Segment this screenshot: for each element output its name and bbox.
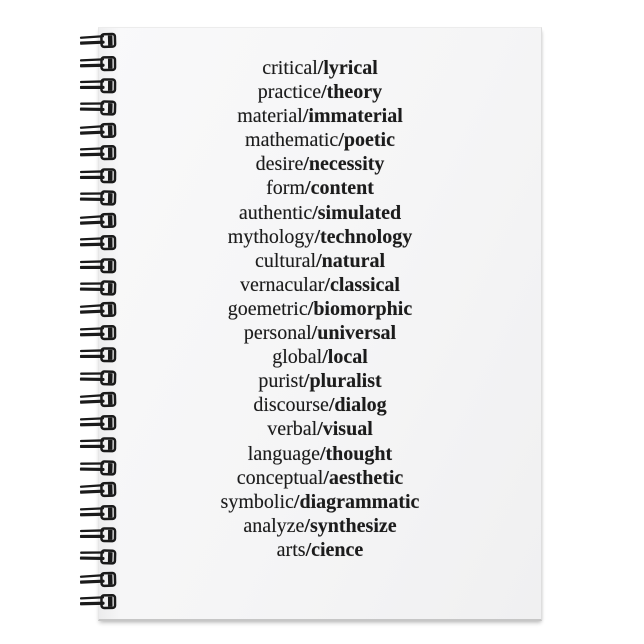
word-pair-line [99, 538, 541, 562]
word-pair-line [99, 393, 541, 417]
word-pair-bold: content [310, 177, 374, 200]
word-pair-separator-slash: / [304, 514, 310, 537]
word-pair-separator-slash: / [316, 249, 322, 272]
word-pair-regular: analyze [243, 514, 305, 537]
word-pair-line [99, 369, 541, 393]
word-pair-regular: mythology [227, 225, 315, 248]
word-pair-separator-slash: / [314, 225, 320, 248]
word-pair-line [99, 176, 541, 200]
word-pair-bold: theory [326, 81, 383, 104]
word-pair-regular: symbolic [220, 490, 294, 513]
word-pair-regular: arts [276, 538, 306, 561]
word-pair-bold: immaterial [308, 105, 403, 128]
word-pair-line [99, 80, 541, 104]
word-pair-bold: poetic [343, 129, 395, 152]
word-pair-regular: global [272, 346, 323, 369]
word-pair-bold: local [327, 346, 368, 369]
word-pair-regular: practice [257, 81, 322, 104]
word-pair-separator-slash: / [311, 322, 318, 345]
word-pair-bold: lyrical [323, 57, 378, 79]
word-pair-regular: critical [262, 57, 318, 79]
word-pair-line [99, 56, 541, 80]
word-pair-bold: aesthetic [328, 466, 404, 489]
word-pair-line [99, 417, 541, 441]
word-pair-bold: dialog [334, 394, 387, 417]
word-pair-bold: classical [329, 273, 400, 296]
word-pair-regular: discourse [253, 394, 329, 417]
word-pair-bold: universal [317, 322, 397, 345]
word-pair-regular: cultural [255, 249, 317, 272]
word-pair-separator-slash: / [293, 490, 300, 513]
word-pair-bold: diagrammatic [299, 490, 420, 513]
word-pair-bold: pluralist [309, 370, 382, 393]
word-pair-separator-slash: / [328, 394, 335, 417]
word-pair-separator-slash: / [302, 105, 309, 128]
word-pair-line [99, 128, 541, 152]
word-pair-line [99, 225, 541, 249]
word-pair-separator-slash: / [305, 177, 311, 200]
word-pair-regular: conceptual [236, 466, 324, 489]
word-pair-bold: thought [325, 442, 393, 465]
word-pair-separator-slash: / [317, 418, 323, 441]
word-pair-line [99, 442, 541, 466]
word-pair-bold: technology [320, 225, 413, 248]
word-pair-separator-slash: / [303, 370, 310, 393]
word-pair-line [99, 514, 541, 538]
word-pair-separator-slash: / [312, 201, 318, 224]
word-pair-bold: visual [322, 418, 373, 441]
word-pair-separator-slash: / [321, 81, 327, 104]
word-pair-regular: material [237, 105, 303, 128]
word-pair-bold: natural [321, 249, 385, 272]
word-pair-line [99, 249, 541, 273]
word-pair-separator-slash: / [307, 297, 314, 320]
word-pair-bold: biomorphic [313, 297, 413, 320]
word-pair-regular: personal [243, 322, 312, 345]
word-pair-separator-slash: / [324, 273, 330, 296]
word-pair-separator-slash: / [319, 442, 326, 465]
word-pair-separator-slash: / [317, 57, 324, 79]
notebook-cover [98, 27, 542, 621]
word-pair-separator-slash: / [322, 346, 328, 369]
word-pair-line [99, 104, 541, 128]
word-pair-regular: authentic [238, 201, 313, 224]
word-pair-separator-slash: / [323, 466, 329, 489]
word-pair-regular: vernacular [240, 273, 325, 296]
word-pair-separator-slash: / [303, 153, 309, 176]
word-pair-line [99, 321, 541, 345]
word-pair-bold: necessity [308, 153, 385, 176]
word-pair-list [99, 56, 541, 562]
word-pair-regular: language [247, 442, 320, 465]
word-pair-regular: goemetric [227, 297, 308, 320]
word-pair-regular: form [266, 177, 305, 200]
word-pair-line [99, 297, 541, 321]
word-pair-line [99, 273, 541, 297]
word-pair-separator-slash: / [305, 538, 312, 561]
word-pair-line [99, 490, 541, 514]
word-pair-bold: cience [311, 538, 364, 561]
word-pair-regular: verbal [267, 418, 318, 441]
word-pair-bold: simulated [317, 201, 402, 224]
word-pair-regular: purist [258, 370, 304, 393]
word-pair-separator-slash: / [338, 129, 344, 152]
word-pair-bold: synthesize [309, 514, 397, 537]
word-pair-line [99, 201, 541, 225]
word-pair-regular: desire [255, 153, 304, 176]
word-pair-line [99, 466, 541, 490]
word-pair-regular: mathematic [245, 129, 339, 152]
word-pair-line [99, 345, 541, 369]
word-pair-line [99, 152, 541, 176]
